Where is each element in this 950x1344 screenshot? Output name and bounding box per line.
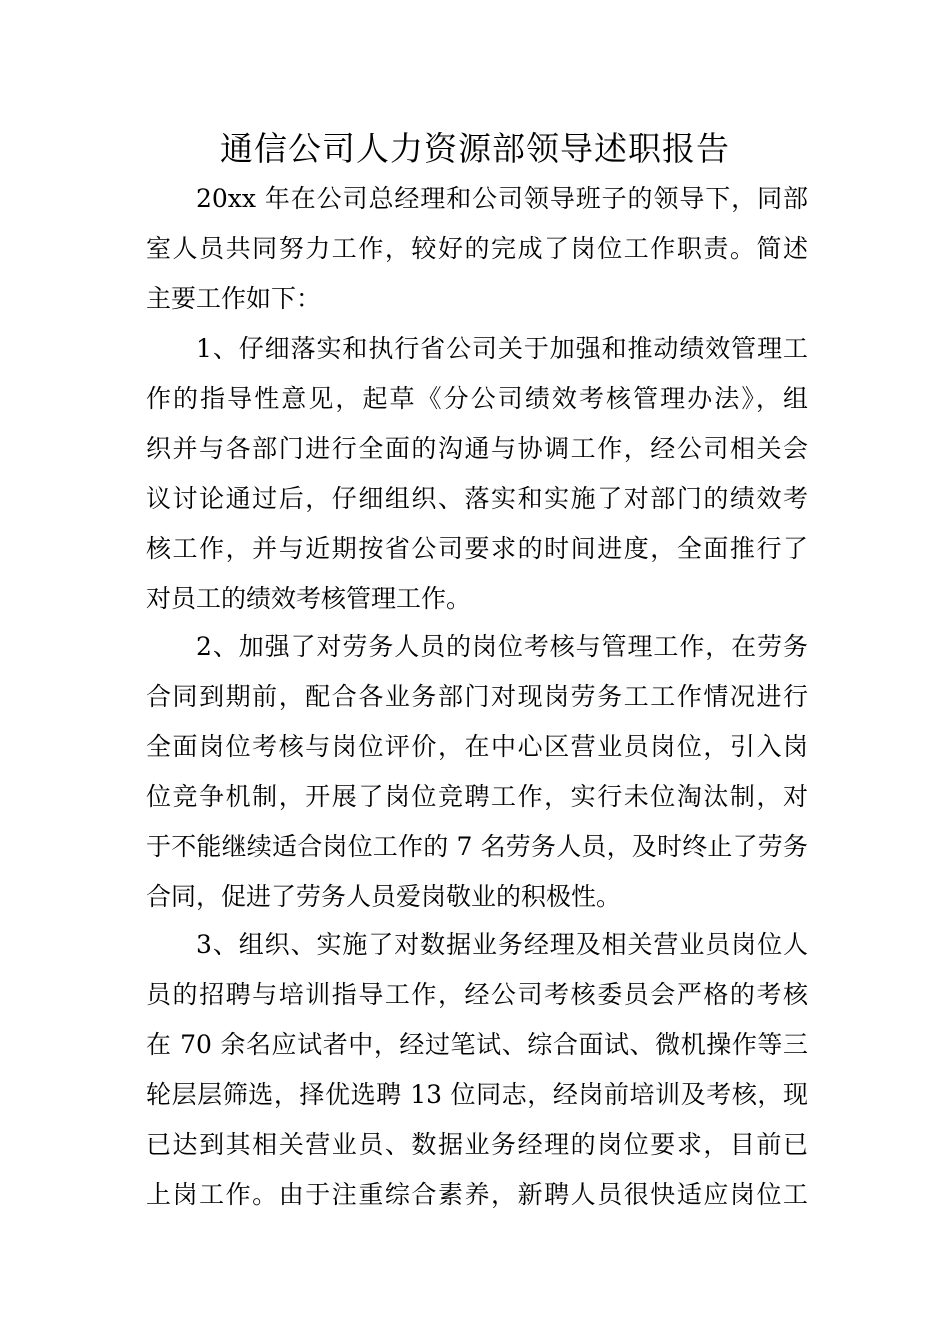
paragraph-line: 2、加强了对劳务人员的岗位考核与管理工作，在劳务 <box>196 632 808 661</box>
paragraph-line: 已达到其相关营业员、数据业务经理的岗位要求，目前已 <box>146 1130 808 1159</box>
paragraph-line: 核工作，并与近期按省公司要求的时间进度，全面推行了 <box>146 534 808 563</box>
paragraph-line: 议讨论通过后，仔细组织、落实和实施了对部门的绩效考 <box>146 484 808 513</box>
paragraph-intro <box>146 174 808 324</box>
paragraph-line: 织并与各部门进行全面的沟通与协调工作，经公司相关会 <box>146 434 808 463</box>
paragraph-line: 20xx 年在公司总经理和公司领导班子的领导下，同部 <box>196 184 808 213</box>
paragraph-item-1 <box>146 324 808 624</box>
paragraph-line: 合同到期前，配合各业务部门对现岗劳务工工作情况进行 <box>146 682 808 711</box>
paragraph-line: 员的招聘与培训指导工作，经公司考核委员会严格的考核 <box>146 980 808 1009</box>
paragraph-line: 于不能继续适合岗位工作的 7 名劳务人员，及时终止了劳务 <box>146 832 808 861</box>
paragraph-line: 作的指导性意见，起草《分公司绩效考核管理办法》，组 <box>146 384 808 413</box>
paragraph-line: 上岗工作。由于注重综合素养，新聘人员很快适应岗位工 <box>146 1180 808 1209</box>
paragraph-line: 1、仔细落实和执行省公司关于加强和推动绩效管理工 <box>196 334 808 363</box>
paragraph-line: 对员工的绩效考核管理工作。 <box>146 584 472 613</box>
paragraph-line: 位竞争机制，开展了岗位竞聘工作，实行未位淘汰制，对 <box>146 782 808 811</box>
document-title: 通信公司人力资源部领导述职报告 <box>220 129 730 168</box>
paragraph-item-2 <box>146 622 808 922</box>
paragraph-line: 合同，促进了劳务人员爱岗敬业的积极性。 <box>146 882 622 911</box>
paragraph-line: 在 70 余名应试者中，经过笔试、综合面试、微机操作等三 <box>146 1030 808 1059</box>
paragraph-item-3 <box>146 920 808 1220</box>
paragraph-line: 轮层层筛选，择优选聘 13 位同志，经岗前培训及考核，现 <box>146 1080 808 1109</box>
paragraph-line: 全面岗位考核与岗位评价，在中心区营业员岗位，引入岗 <box>146 732 808 761</box>
paragraph-line: 室人员共同努力工作，较好的完成了岗位工作职责。简述 <box>146 234 808 263</box>
paragraph-line: 3、组织、实施了对数据业务经理及相关营业员岗位人 <box>196 930 808 959</box>
paragraph-line: 主要工作如下： <box>146 284 322 313</box>
